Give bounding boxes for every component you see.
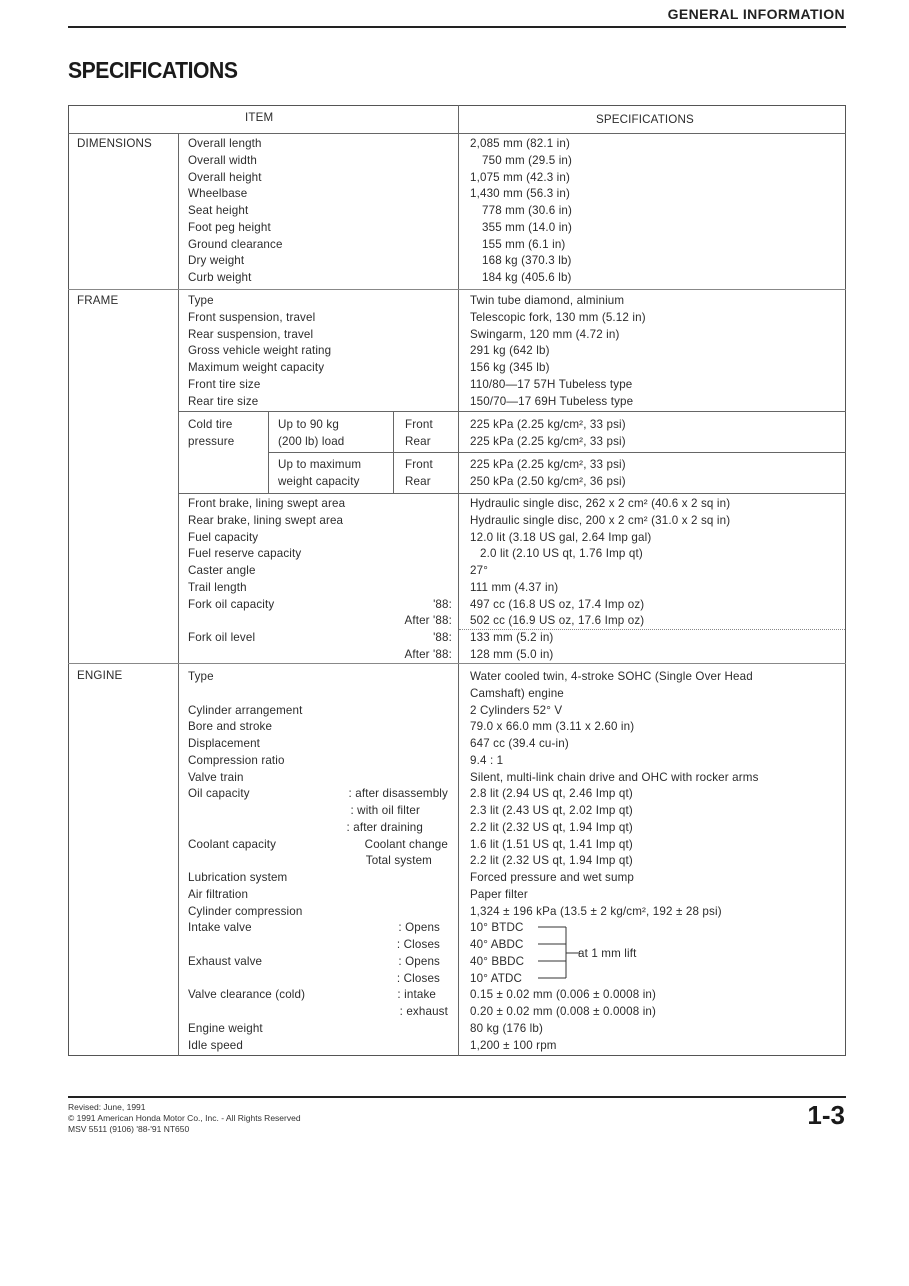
tire-rear-2: Rear: [405, 475, 431, 488]
list-item: [300, 1038, 448, 1055]
list-item: : after draining: [346, 820, 423, 834]
list-item: Ground clearance: [188, 237, 283, 251]
list-item: [330, 563, 452, 580]
engine-subs: [300, 669, 448, 1054]
list-item: 291 kg (642 lb): [470, 344, 550, 358]
list-item: 778 mm (30.6 in): [482, 204, 573, 217]
list-item: [300, 887, 448, 904]
list-item: 2.8 lit (2.94 US qt, 2.46 Imp qt): [470, 787, 633, 801]
dimensions-items: [188, 136, 283, 287]
list-item: : Opens: [398, 921, 440, 935]
list-item: 2.2 lit (2.32 US qt, 1.94 Imp qt): [470, 820, 633, 834]
footer-revised: Revised: June, 1991: [68, 1102, 146, 1112]
list-item: 27°: [470, 564, 488, 577]
list-item: Maximum weight capacity: [188, 361, 325, 374]
tire-top-rule: [178, 411, 846, 412]
list-item: Coolant change: [364, 837, 448, 851]
list-item: [188, 853, 305, 870]
engine-items: [188, 669, 305, 1054]
list-item: Wheelbase: [188, 187, 248, 201]
section-header: GENERAL INFORMATION: [667, 6, 845, 22]
list-item: [330, 530, 452, 547]
list-item: '88:: [433, 631, 452, 644]
list-item: Twin tube diamond, alminium: [470, 294, 625, 307]
list-item: : exhaust: [399, 1005, 448, 1018]
list-item: [300, 904, 448, 921]
tire-spec-2: 225 kPa (2.25 kg/cm², 33 psi): [470, 435, 626, 448]
page-title: SPECIFICATIONS: [68, 57, 238, 83]
list-item: 647 cc (39.4 cu-in): [470, 737, 569, 750]
list-item: 150/70—17 69H Tubeless type: [470, 394, 634, 408]
list-item: Type: [188, 294, 214, 307]
list-item: [330, 496, 452, 513]
list-item: Fuel capacity: [188, 530, 259, 544]
list-item: Caster angle: [188, 564, 256, 577]
list-item: After '88:: [404, 647, 452, 661]
list-item: 128 mm (5.0 in): [470, 647, 554, 661]
list-item: After '88:: [404, 614, 452, 628]
tire-load2-line2: weight capacity: [278, 475, 360, 488]
footer-code: MSV 5511 (9106) '88-'91 NT650: [68, 1124, 190, 1134]
list-item: Coolant capacity: [188, 837, 277, 851]
list-item: 40° ABDC: [470, 938, 524, 951]
tire-label-1: Cold tire: [188, 418, 233, 431]
list-item: 2 Cylinders 52° V: [470, 703, 563, 717]
list-item: 110/80—17 57H Tubeless type: [470, 377, 633, 391]
list-item: Cylinder arrangement: [188, 703, 303, 717]
list-item: [300, 736, 448, 753]
list-item: 168 kg (370.3 lb): [482, 254, 572, 268]
tire-spec-3: 225 kPa (2.25 kg/cm², 33 psi): [470, 458, 626, 471]
list-item: 10° ATDC: [470, 971, 523, 985]
list-item: 1,075 mm (42.3 in): [470, 170, 571, 184]
tire-load2-line1: Up to maximum: [278, 458, 362, 471]
list-item: 111 mm (4.37 in): [470, 580, 559, 594]
list-item: Type: [188, 670, 214, 683]
header-rule: [68, 26, 846, 28]
list-item: : with oil filter: [350, 804, 420, 817]
list-item: [300, 770, 448, 787]
list-item: Overall height: [188, 170, 262, 184]
list-item: [188, 971, 305, 988]
list-item: Trail length: [188, 580, 247, 594]
list-item: Gross vehicle weight rating: [188, 344, 332, 358]
list-item: 2.2 lit (2.32 US qt, 1.94 Imp qt): [470, 854, 633, 868]
list-item: Rear brake, lining swept area: [188, 513, 344, 527]
list-item: Intake valve: [188, 921, 252, 935]
list-item: 9.4 : 1: [470, 753, 504, 767]
list-item: [300, 870, 448, 887]
lift-note: at 1 mm lift: [578, 947, 637, 960]
list-item: Oil capacity: [188, 787, 250, 801]
list-item: Idle speed: [188, 1038, 244, 1052]
tire-front-1: Front: [405, 418, 433, 431]
list-item: 2.0 lit (2.10 US qt, 1.76 Imp qt): [480, 547, 643, 561]
list-item: 1,324 ± 196 kPa (13.5 ± 2 kg/cm², 192 ± 28 psi): [470, 904, 722, 918]
list-item: Rear tire size: [188, 394, 259, 408]
list-item: [300, 719, 448, 736]
list-item: [300, 703, 448, 720]
frame-specs: [470, 293, 646, 410]
dimensions-frame-rule: [68, 289, 846, 290]
list-item: Valve train: [188, 770, 244, 784]
list-item: [188, 647, 345, 664]
list-item: Overall width: [188, 153, 257, 167]
list-item: Exhaust valve: [188, 954, 263, 968]
list-item: Overall length: [188, 137, 262, 150]
list-item: Swingarm, 120 mm (4.72 in): [470, 327, 620, 341]
list-item: Cylinder compression: [188, 904, 303, 918]
list-item: Foot peg height: [188, 220, 271, 234]
col-header-item: ITEM: [245, 111, 274, 124]
list-item: 497 cc (16.8 US oz, 17.4 Imp oz): [470, 597, 645, 611]
tire-mid-rule: [268, 452, 846, 453]
list-item: [300, 1021, 448, 1038]
list-item: 1,430 mm (56.3 in): [470, 187, 571, 201]
list-item: 40° BBDC: [470, 954, 525, 968]
list-item: Hydraulic single disc, 262 x 2 cm² (40.6 x 2 sq in): [470, 497, 731, 510]
list-item: [188, 613, 345, 630]
list-item: : Opens: [398, 954, 440, 968]
list-item: Compression ratio: [188, 753, 285, 767]
list-item: '88:: [433, 597, 452, 611]
list-item: Fuel reserve capacity: [188, 547, 302, 561]
list-item: [300, 669, 448, 686]
list-item: 0.15 ± 0.02 mm (0.006 ± 0.0008 in): [470, 988, 657, 1002]
header-row-rule: [68, 133, 846, 134]
list-item: Fork oil capacity: [188, 597, 275, 611]
footer-rule: [68, 1096, 846, 1098]
list-item: Total system: [365, 854, 432, 868]
list-item: Seat height: [188, 204, 249, 217]
list-item: 1,200 ± 100 rpm: [470, 1038, 557, 1052]
list-item: Water cooled twin, 4-stroke SOHC (Single Over Head: [470, 670, 753, 683]
list-item: : after disassembly: [348, 787, 448, 801]
tire-bottom-rule: [178, 493, 846, 494]
frame-specs-2: [470, 496, 730, 664]
list-item: : Closes: [396, 938, 440, 951]
list-item: [330, 546, 452, 563]
list-item: Curb weight: [188, 271, 252, 284]
list-item: Valve clearance (cold): [188, 988, 306, 1002]
list-item: Front tire size: [188, 377, 261, 391]
list-item: 79.0 x 66.0 mm (3.11 x 2.60 in): [470, 720, 635, 734]
list-item: Forced pressure and wet sump: [470, 871, 635, 884]
tire-label-2: pressure: [188, 435, 235, 448]
list-item: 184 kg (405.6 lb): [482, 271, 572, 284]
frame-items: [188, 293, 331, 410]
col-header-spec: SPECIFICATIONS: [596, 113, 694, 126]
engine-specs: [470, 669, 759, 1054]
list-item: Camshaft) engine: [470, 686, 564, 700]
list-item: 355 mm (14.0 in): [482, 220, 573, 234]
list-item: 156 kg (345 lb): [470, 361, 550, 374]
list-item: Engine weight: [188, 1021, 263, 1035]
list-item: Lubrication system: [188, 871, 288, 884]
list-item: Paper filter: [470, 887, 528, 901]
list-item: 12.0 lit (3.18 US gal, 2.64 Imp gal): [470, 530, 652, 544]
list-item: Rear suspension, travel: [188, 327, 314, 341]
list-item: 2.3 lit (2.43 US qt, 2.02 Imp qt): [470, 804, 633, 817]
list-item: : intake: [397, 988, 436, 1002]
tire-col-rule-1: [268, 411, 269, 493]
tire-spec-4: 250 kPa (2.50 kg/cm², 36 psi): [470, 475, 626, 488]
list-item: Displacement: [188, 737, 261, 750]
list-item: 502 cc (16.9 US oz, 17.6 Imp oz): [470, 614, 645, 628]
list-item: [188, 803, 305, 820]
category-engine: ENGINE: [77, 669, 123, 682]
list-item: Telescopic fork, 130 mm (5.12 in): [470, 310, 646, 324]
tire-spec-1: 225 kPa (2.25 kg/cm², 33 psi): [470, 418, 626, 431]
dimensions-specs: [470, 136, 572, 287]
item-spec-divider: [458, 105, 459, 1056]
list-item: Silent, multi-link chain drive and OHC with rocker arms: [470, 770, 759, 784]
footer-copyright: © 1991 American Honda Motor Co., Inc. - All Rights Reserved: [68, 1113, 301, 1123]
tire-load1-line1: Up to 90 kg: [278, 418, 339, 431]
list-item: [300, 686, 448, 703]
list-item: 750 mm (29.5 in): [482, 153, 573, 167]
list-item: : Closes: [396, 971, 440, 985]
category-dimensions: DIMENSIONS: [77, 137, 152, 150]
list-item: 133 mm (5.2 in): [470, 631, 554, 644]
list-item: Hydraulic single disc, 200 x 2 cm² (31.0 x 2 sq in): [470, 513, 731, 527]
tire-front-2: Front: [405, 458, 433, 471]
tire-load1-line2: (200 lb) load: [278, 435, 345, 448]
list-item: 80 kg (176 lb): [470, 1021, 543, 1035]
list-item: [188, 820, 305, 837]
category-frame: FRAME: [77, 294, 119, 307]
list-item: [330, 513, 452, 530]
list-item: [188, 686, 305, 703]
frame-years: [330, 496, 452, 664]
list-item: 2,085 mm (82.1 in): [470, 137, 571, 150]
frame-items-2: [188, 496, 345, 664]
page-number: 1-3: [807, 1100, 845, 1130]
list-item: [188, 1004, 305, 1021]
list-item: Air filtration: [188, 887, 249, 901]
list-item: [330, 580, 452, 597]
list-item: 155 mm (6.1 in): [482, 237, 566, 251]
list-item: Front suspension, travel: [188, 310, 316, 324]
list-item: Dry weight: [188, 254, 245, 268]
list-item: Bore and stroke: [188, 720, 273, 734]
category-divider: [178, 133, 179, 1056]
list-item: 10° BTDC: [470, 921, 524, 935]
list-item: 1.6 lit (1.51 US qt, 1.41 Imp qt): [470, 837, 633, 851]
list-item: Fork oil level: [188, 631, 256, 644]
tire-rear-1: Rear: [405, 435, 431, 448]
list-item: [188, 937, 305, 954]
list-item: 0.20 ± 0.02 mm (0.008 ± 0.0008 in): [470, 1005, 657, 1018]
list-item: [300, 753, 448, 770]
list-item: Front brake, lining swept area: [188, 497, 346, 510]
tire-col-rule-2: [393, 411, 394, 493]
